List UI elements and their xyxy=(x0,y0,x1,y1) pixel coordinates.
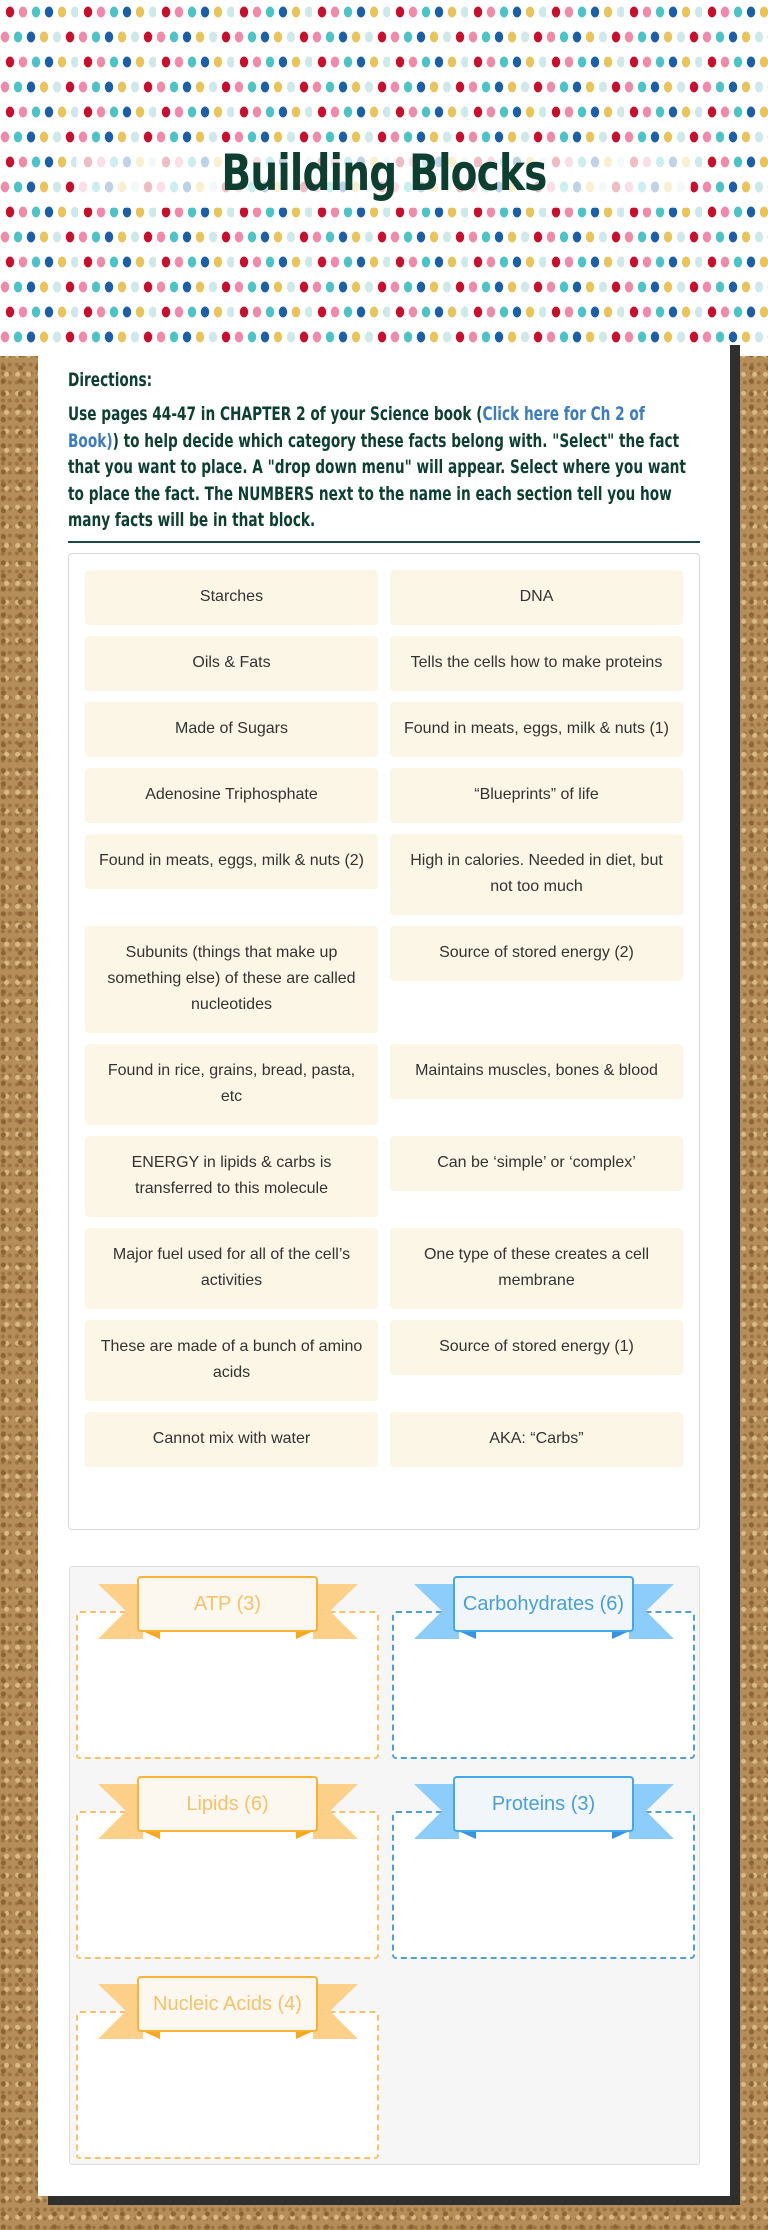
fact-card[interactable]: Major fuel used for all of the cell’s activities xyxy=(85,1228,378,1309)
fact-card[interactable]: Subunits (things that make up something else) of these are called nucleotides xyxy=(85,926,378,1033)
fact-card[interactable]: Maintains muscles, bones & blood xyxy=(390,1044,683,1099)
facts-bank xyxy=(68,553,700,1530)
fact-card[interactable]: ENERGY in lipids & carbs is transferred to this molecule xyxy=(85,1136,378,1217)
fact-card[interactable]: AKA: “Carbs” xyxy=(390,1412,683,1467)
fact-card[interactable]: Adenosine Triphosphate xyxy=(85,768,378,823)
fact-card[interactable]: Found in meats, eggs, milk & nuts (1) xyxy=(390,702,683,757)
zone-label: Nucleic Acids (4) xyxy=(137,1976,318,2032)
fact-card[interactable]: Oils & Fats xyxy=(85,636,378,691)
divider xyxy=(68,541,700,543)
activity-card xyxy=(38,345,730,2196)
fact-card[interactable]: These are made of a bunch of amino acids xyxy=(85,1320,378,1401)
zone-label: Carbohydrates (6) xyxy=(453,1576,634,1632)
fact-card[interactable]: Cannot mix with water xyxy=(85,1412,378,1467)
fact-card[interactable]: Source of stored energy (2) xyxy=(390,926,683,981)
page-title: Building Blocks xyxy=(221,144,547,202)
zone-label: Proteins (3) xyxy=(453,1776,634,1832)
fact-card[interactable]: Found in rice, grains, bread, pasta, etc xyxy=(85,1044,378,1125)
fact-card[interactable]: DNA xyxy=(390,570,683,625)
fact-card[interactable]: “Blueprints” of life xyxy=(390,768,683,823)
zone-label: ATP (3) xyxy=(137,1576,318,1632)
drop-zones-panel xyxy=(69,1566,700,2165)
fact-card[interactable]: High in calories. Needed in diet, but not too much xyxy=(390,834,683,915)
fact-card[interactable]: Starches xyxy=(85,570,378,625)
fact-card[interactable]: Found in meats, eggs, milk & nuts (2) xyxy=(85,834,378,889)
directions-text-part: Use pages 44-47 in CHAPTER 2 of your Science book ( xyxy=(68,403,483,425)
fact-card[interactable]: Source of stored energy (1) xyxy=(390,1320,683,1375)
zone-label: Lipids (6) xyxy=(137,1776,318,1832)
header-banner xyxy=(0,0,768,356)
fact-card[interactable]: One type of these creates a cell membrane xyxy=(390,1228,683,1309)
fact-card[interactable]: Made of Sugars xyxy=(85,702,378,757)
fact-card[interactable]: Tells the cells how to make proteins xyxy=(390,636,683,691)
directions-text-part: ) to help decide which category these facts belong with. "Select" the fact that you want to place. A "drop down menu" will appear. Select where you want to place the fact. The NUMBERS next to the name in each section tell you how many facts will be in that block. xyxy=(68,429,686,531)
fact-card[interactable]: Can be ‘simple’ or ‘complex’ xyxy=(390,1136,683,1191)
directions-heading: Directions: xyxy=(68,369,153,391)
directions-text xyxy=(68,401,687,534)
chapter-link[interactable]: Click here for Ch 2 of Book) xyxy=(68,403,645,452)
